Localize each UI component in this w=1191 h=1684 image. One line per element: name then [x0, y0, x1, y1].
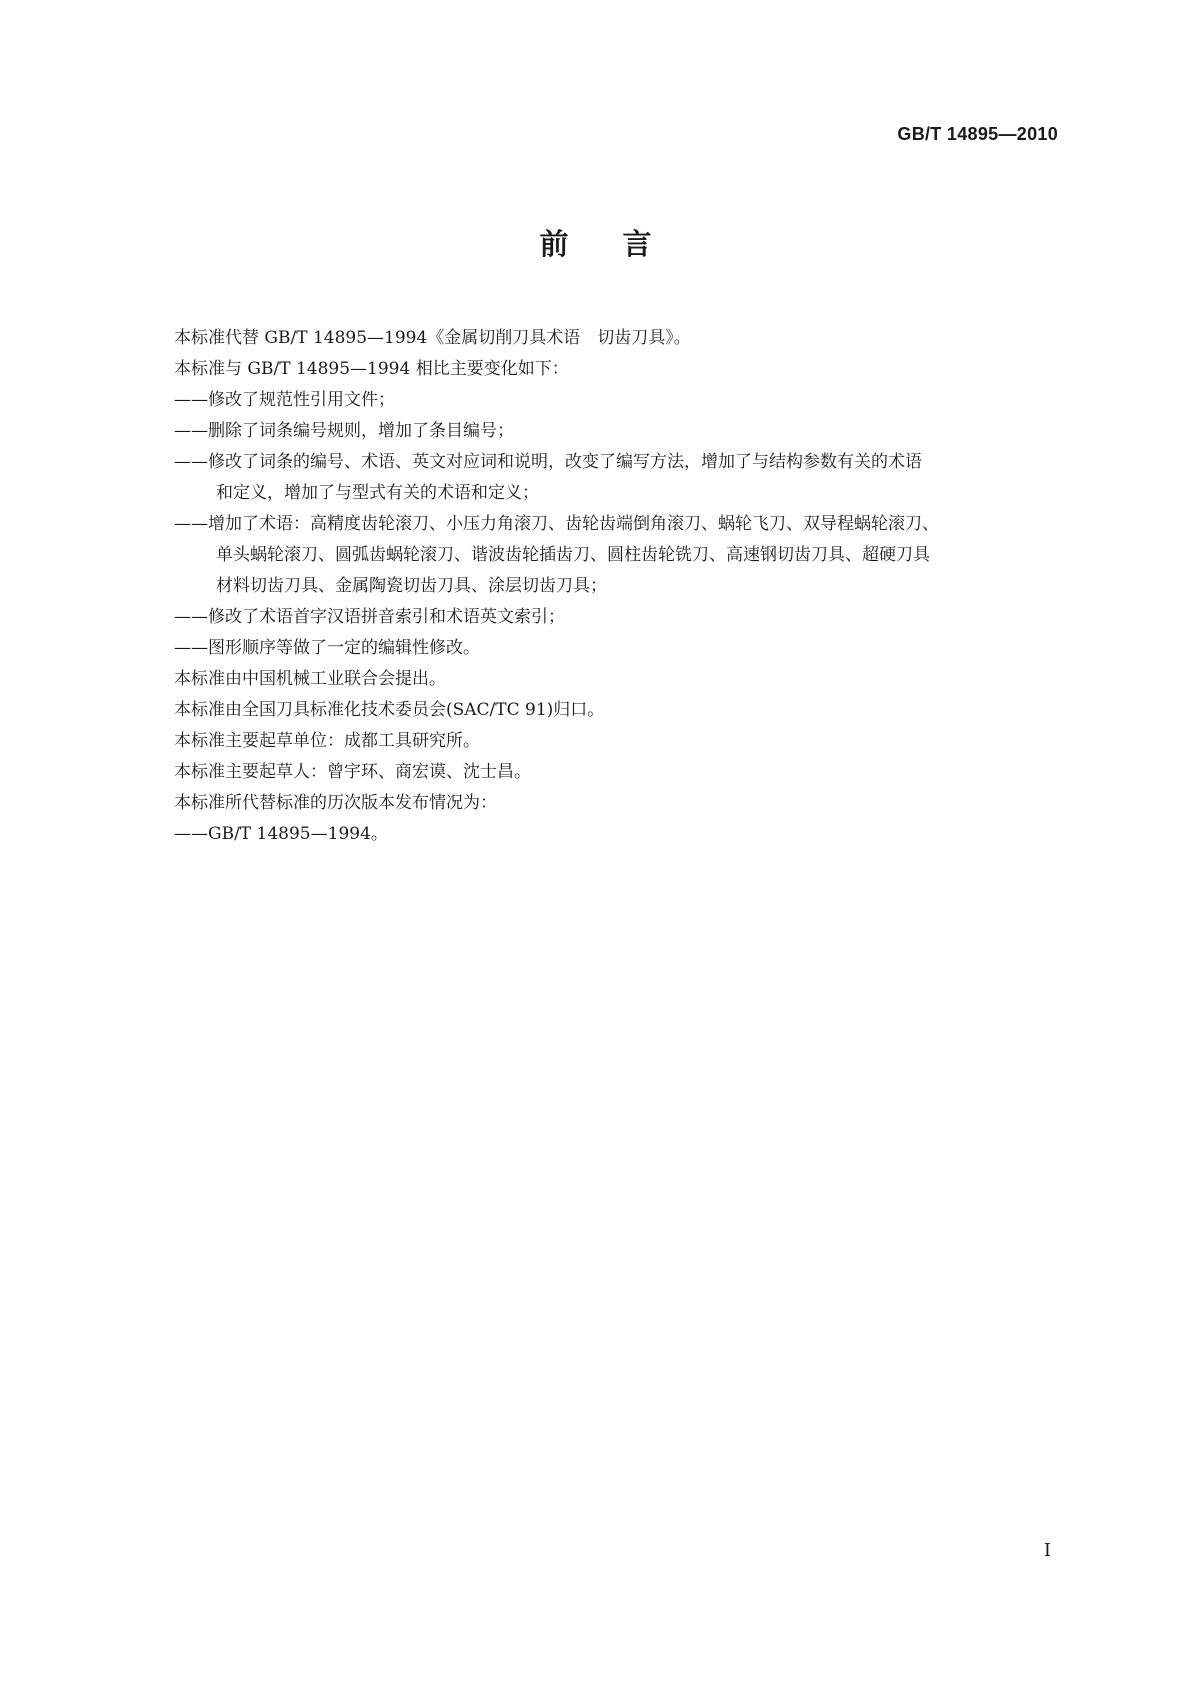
paragraph-changes-intro: 本标准与 GB/T 14895—1994 相比主要变化如下： — [174, 359, 569, 379]
change-item-line: 材料切齿刀具、金属陶瓷切齿刀具、涂层切齿刀具； — [216, 576, 607, 596]
changes-list — [174, 385, 1059, 664]
change-item-line: ——删除了词条编号规则，增加了条目编号； — [174, 421, 514, 441]
paragraph-committee: 本标准由全国刀具标准化技术委员会(SAC/TC 91)归口。 — [174, 700, 605, 720]
page-title: 前言 — [539, 227, 706, 261]
change-item-line: ——修改了词条的编号、术语、英文对应词和说明，改变了编写方法，增加了与结构参数有关的术语 — [174, 452, 922, 472]
paragraph-proposer: 本标准由中国机械工业联合会提出。 — [174, 669, 446, 689]
change-item — [174, 385, 1059, 416]
paragraph-previous-editions-intro: 本标准所代替标准的历次版本发布情况为： — [174, 793, 497, 813]
standard-code: GB/T 14895—2010 — [897, 124, 1058, 144]
change-item-line: ——修改了规范性引用文件； — [174, 390, 395, 410]
change-item-line: ——修改了术语首字汉语拼音索引和术语英文索引； — [174, 607, 565, 627]
document-body — [174, 323, 1059, 850]
change-item-line: ——图形顺序等做了一定的编辑性修改。 — [174, 638, 480, 658]
change-item-line: 单头蜗轮滚刀、圆弧齿蜗轮滚刀、谐波齿轮插齿刀、圆柱齿轮铣刀、高速钢切齿刀具、超硬刀具 — [216, 545, 930, 565]
change-item — [174, 633, 1059, 664]
change-item-line: 和定义，增加了与型式有关的术语和定义； — [216, 483, 539, 503]
paragraph-drafters: 本标准主要起草人：曾宇环、商宏谟、沈士昌。 — [174, 762, 531, 782]
change-item-line: ——增加了术语：高精度齿轮滚刀、小压力角滚刀、齿轮齿端倒角滚刀、蜗轮飞刀、双导程蜗轮滚刀、 — [174, 514, 939, 534]
change-item — [174, 416, 1059, 447]
change-item — [174, 509, 1059, 602]
previous-edition-item: ——GB/T 14895—1994。 — [174, 824, 388, 844]
page-number: I — [1043, 1540, 1051, 1561]
paragraph-replaces: 本标准代替 GB/T 14895—1994《金属切削刀具术语 切齿刀具》。 — [174, 328, 691, 348]
change-item — [174, 602, 1059, 633]
paragraph-drafting-unit: 本标准主要起草单位：成都工具研究所。 — [174, 731, 480, 751]
change-item — [174, 447, 1059, 509]
